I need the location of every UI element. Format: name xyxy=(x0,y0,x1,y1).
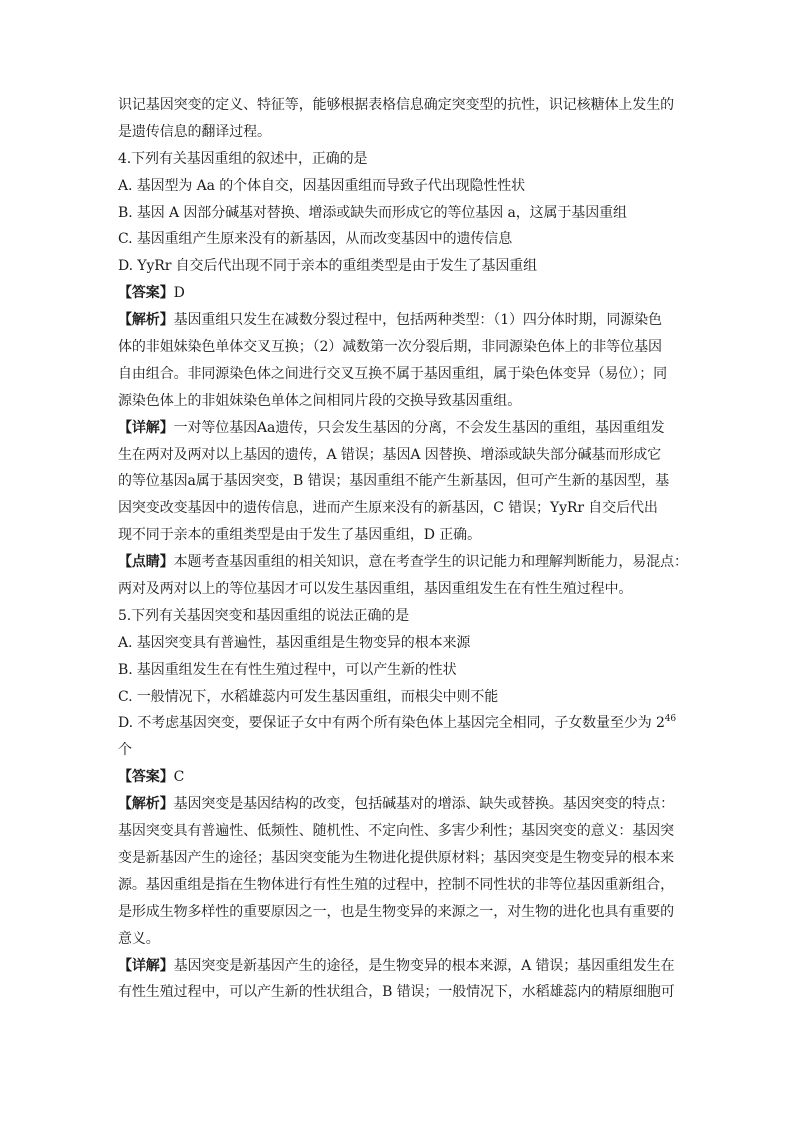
text-line xyxy=(118,361,678,388)
text-line xyxy=(118,872,678,899)
text-line xyxy=(118,415,678,442)
text-line xyxy=(118,710,678,737)
text-line xyxy=(118,979,678,1006)
line-text: 意义。 xyxy=(118,930,160,947)
line-text: A. 基因突变具有普遍性，基因重组是生物变异的根本来源 xyxy=(118,634,471,651)
line-text: 源染色体上的非姐妹染色单体之间相同片段的交换导致基因重组。 xyxy=(118,392,522,409)
text-line xyxy=(118,926,678,953)
section-tag: 【点睛】 xyxy=(118,554,174,571)
line-text: 基因突变是新基因产生的途径，是生物变异的根本来源，A 错误；基因重组发生在 xyxy=(173,957,675,974)
line-text: 两对及两对以上的等位基因才可以发生基因重组，基因重组发生在有性生殖过程中。 xyxy=(118,581,633,598)
text-line xyxy=(118,388,678,415)
document-page xyxy=(118,92,688,1006)
line-text: 5.下列有关基因突变和基因重组的说法正确的是 xyxy=(118,607,410,624)
text-line xyxy=(118,200,678,227)
text-line xyxy=(118,280,678,307)
line-text: 基因重组只发生在减数分裂过程中，包括两种类型：（1）四分体时期，同源染色 xyxy=(173,312,662,329)
text-line xyxy=(118,226,678,253)
text-line xyxy=(118,253,678,280)
section-tag: 【解析】 xyxy=(118,312,174,329)
line-text: D. YyRr 自交后代出现不同于亲本的重组类型是由于发生了基因重组 xyxy=(118,258,538,275)
text-line xyxy=(118,737,678,764)
text-line xyxy=(118,657,678,684)
section-tag: 【详解】 xyxy=(118,957,174,974)
line-text: A. 基因型为 Aa 的个体自交，因基因重组而导致子代出现隐性性状 xyxy=(118,177,526,194)
text-line xyxy=(118,630,678,657)
line-text: D xyxy=(173,285,185,302)
text-line xyxy=(118,92,678,119)
text-line xyxy=(118,953,678,980)
line-text: 现不同于亲本的重组类型是由于发生了基因重组，D 正确。 xyxy=(118,527,481,544)
section-tag: 【答案】 xyxy=(118,285,174,302)
line-text: 是遗传信息的翻译过程。 xyxy=(118,123,271,140)
text-line xyxy=(118,146,678,173)
line-text: 的等位基因a属于基因突变，B 错误；基因重组不能产生新基因，但可产生新的基因型，基 xyxy=(118,473,669,490)
text-line xyxy=(118,603,678,630)
line-text: C. 基因重组产生原来没有的新基因，从而改变基因中的遗传信息 xyxy=(118,231,513,248)
line-text: 自由组合。非同源染色体之间进行交叉互换不属于基因重组，属于染色体变异（易位）；同 xyxy=(118,365,667,382)
line-text: 是形成生物多样性的重要原因之一，也是生物变异的来源之一，对生物的进化也具有重要的 xyxy=(118,903,674,920)
line-text: B. 基因 A 因部分碱基对替换、增添或缺失而形成它的等位基因 a，这属于基因重组 xyxy=(118,204,627,221)
text-line xyxy=(118,307,678,334)
line-text: 个 xyxy=(118,742,132,759)
text-line xyxy=(118,684,678,711)
text-line xyxy=(118,522,678,549)
text-line xyxy=(118,119,678,146)
line-text: 体的非姐妹染色单体交叉互换；（2）减数第一次分裂后期，非同源染色体上的非等位基因 xyxy=(118,339,662,356)
text-line xyxy=(118,818,678,845)
section-tag: 【答案】 xyxy=(118,769,174,786)
text-line xyxy=(118,845,678,872)
line-text: 4.下列有关基因重组的叙述中，正确的是 xyxy=(118,150,368,167)
text-line xyxy=(118,468,678,495)
section-tag: 【详解】 xyxy=(118,419,174,436)
line-text: 基因突变具有普遍性、低频性、随机性、不定向性、多害少利性；基因突变的意义：基因突 xyxy=(118,823,674,840)
line-text: 源。基因重组是指在生物体进行有性生殖的过程中，控制不同性状的非等位基因重新组合， xyxy=(118,876,674,893)
text-line xyxy=(118,442,678,469)
text-line xyxy=(118,549,688,576)
line-text: 因突变改变基因中的遗传信息，进而产生原来没有的新基因，C 错误；YyRr 自交后代出 xyxy=(118,500,658,517)
text-line xyxy=(118,899,678,926)
line-text: 变是新基因产生的途径；基因突变能为生物进化提供原材料；基因突变是生物变异的根本来 xyxy=(118,849,674,866)
text-line xyxy=(118,173,678,200)
text-line xyxy=(118,495,678,522)
line-text: B. 基因重组发生在有性生殖过程中，可以产生新的性状 xyxy=(118,661,457,678)
line-text: C. 一般情况下，水稻雄蕊内可发生基因重组，而根尖中则不能 xyxy=(118,688,499,705)
section-tag: 【解析】 xyxy=(118,796,174,813)
text-line xyxy=(118,576,678,603)
line-text: D. 不考虑基因突变，要保证子女中有两个所有染色体上基因完全相同，子女数量至少为 2 xyxy=(118,715,665,732)
line-text: 一对等位基因Aa遗传，只会发生基因的分离，不会发生基因的重组，基因重组发 xyxy=(173,419,665,436)
superscript: 46 xyxy=(664,714,677,725)
line-text: C xyxy=(173,769,185,786)
text-line xyxy=(118,334,678,361)
line-text: 本题考查基因重组的相关知识，意在考查学生的识记能力和理解判断能力，易混点： xyxy=(173,554,688,571)
line-text: 识记基因突变的定义、特征等，能够根据表格信息确定突变型的抗性，识记核糖体上发生的 xyxy=(118,97,674,113)
text-line xyxy=(118,791,678,818)
line-text: 有性生殖过程中，可以产生新的性状组合，B 错误；一般情况下，水稻雄蕊内的精原细胞可 xyxy=(118,984,675,1001)
line-text: 生在两对及两对以上基因的遗传，A 错误；基因A 因替换、增添或缺失部分碱基而形成它 xyxy=(118,446,662,463)
text-line xyxy=(118,764,678,791)
line-text: 基因突变是基因结构的改变，包括碱基对的增添、缺失或替换。基因突变的特点： xyxy=(173,796,675,813)
